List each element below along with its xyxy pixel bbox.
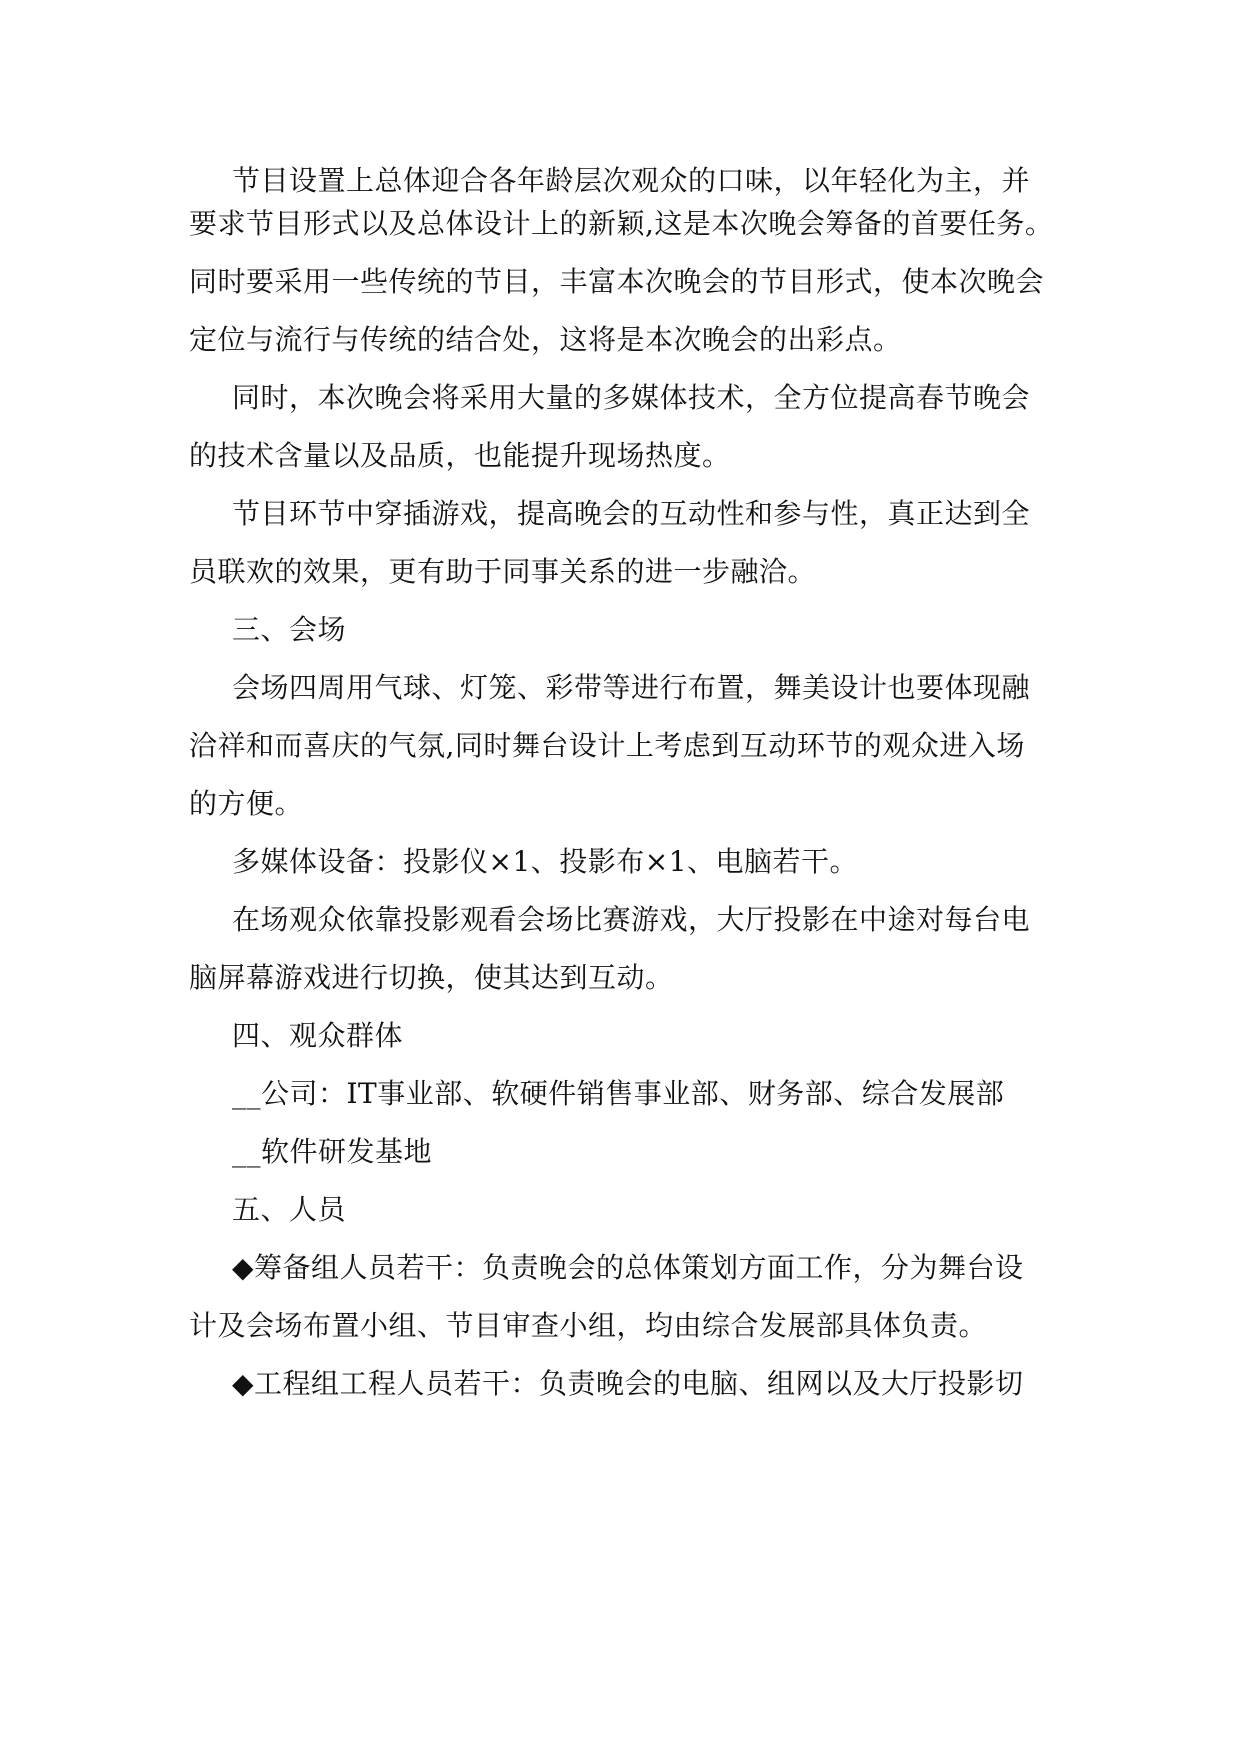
paragraph-line: 会场四周用气球、灯笼、彩带等进行布置，舞美设计也要体现融 [232, 671, 1031, 704]
paragraph-line: 同时要采用一些传统的节目，丰富本次晚会的节目形式，使本次晚会 [189, 265, 1045, 298]
paragraph-line: 计及会场布置小组、节目审查小组，均由综合发展部具体负责。 [189, 1309, 988, 1342]
paragraph-line: 员联欢的效果，更有助于同事关系的进一步融洽。 [189, 555, 817, 588]
paragraph-line: __软件研发基地 [232, 1135, 433, 1168]
paragraph-line: __公司：IT事业部、软硬件销售事业部、财务部、综合发展部 [232, 1077, 1005, 1110]
paragraph-line: 的方便。 [189, 787, 304, 820]
paragraph-line: 节目设置上总体迎合各年龄层次观众的口味，以年轻化为主，并 [232, 164, 1031, 197]
paragraph-line: 节目环节中穿插游戏，提高晚会的互动性和参与性，真正达到全 [232, 497, 1031, 530]
section-heading: 四、观众群体 [232, 1019, 404, 1052]
paragraph-line: 在场观众依靠投影观看会场比赛游戏，大厅投影在中途对每台电 [232, 903, 1031, 936]
paragraph-line: 洽祥和而喜庆的气氛,同时舞台设计上考虑到互动环节的观众进入场 [189, 729, 1025, 762]
paragraph-line: 同时，本次晚会将采用大量的多媒体技术，全方位提高春节晚会 [232, 381, 1031, 414]
paragraph-line: 脑屏幕游戏进行切换，使其达到互动。 [189, 961, 674, 994]
paragraph-line: ◆筹备组人员若干：负责晚会的总体策划方面工作，分为舞台设 [232, 1251, 1024, 1284]
section-heading: 五、人员 [232, 1193, 347, 1226]
section-heading: 三、会场 [232, 613, 347, 646]
paragraph-line: 的技术含量以及品质，也能提升现场热度。 [189, 439, 731, 472]
paragraph-line: 多媒体设备：投影仪×1、投影布×1、电脑若干。 [232, 845, 859, 878]
paragraph-line: 要求节目形式以及总体设计上的新颖,这是本次晚会筹备的首要任务。 [189, 207, 1054, 240]
paragraph-line: 定位与流行与传统的结合处，这将是本次晚会的出彩点。 [189, 323, 902, 356]
paragraph-line: ◆工程组工程人员若干：负责晚会的电脑、组网以及大厅投影切 [232, 1367, 1024, 1400]
